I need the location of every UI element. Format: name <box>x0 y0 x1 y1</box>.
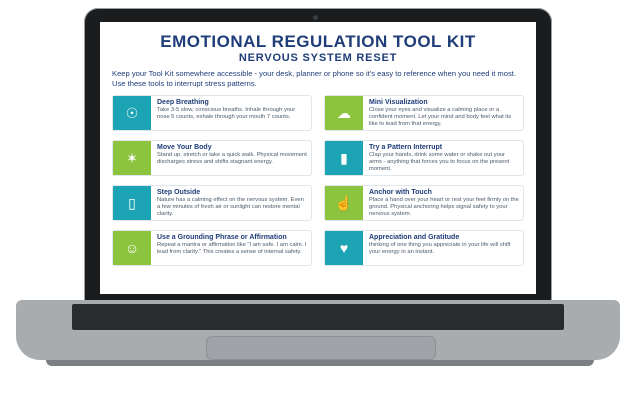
page-title: EMOTIONAL REGULATION TOOL KIT <box>160 32 476 51</box>
card-grounding-phrase <box>112 230 312 266</box>
card-body: Clap your hands, drink some water or shake out your arms - anything that forces you to focus on the present moment. <box>369 152 510 173</box>
card-move-your-body <box>112 140 312 176</box>
trackpad <box>206 336 436 360</box>
card-title: Mini Visualization <box>369 99 428 106</box>
card-title: Use a Grounding Phrase or Affirmation <box>157 234 287 241</box>
card-body: Close your eyes and visualize a calming place or a confident moment. Let your mind and body feel what its like to lead from that energy. <box>369 107 512 128</box>
card-body: Place a hand over your heart or rest your feet firmly on the ground. Physical anchoring helps signal safety to your nervous system. <box>369 197 519 218</box>
card-title: Step Outside <box>157 189 201 196</box>
card-body: Stand up, stretch or take a quick walk. Physical movement discharges stress and shifts stagnant energy. <box>157 152 307 166</box>
laptop-foot <box>46 360 594 366</box>
card-body: thinking of one thing you appreciate in your life will shift your energy in an instant. <box>369 242 511 256</box>
bottle-icon: ▮ <box>325 141 363 175</box>
card-anchor-with-touch <box>324 185 524 221</box>
keyboard <box>72 304 564 330</box>
card-title: Deep Breathing <box>157 99 209 106</box>
card-step-outside <box>112 185 312 221</box>
card-title: Anchor with Touch <box>369 189 432 196</box>
card-deep-breathing <box>112 95 312 131</box>
card-appreciation-gratitude <box>324 230 524 266</box>
hand-icon: ☝ <box>325 186 363 220</box>
card-mini-visualization <box>324 95 524 131</box>
page-subtitle: NERVOUS SYSTEM RESET <box>238 52 398 64</box>
card-body: Take 3-5 slow, conscious breaths. Inhale through your nose 5 counts, exhale through your mouth 7 counts. <box>157 107 296 121</box>
intro-text: Keep your Tool Kit somewhere accessible - your desk, planner or phone so it's easy to reference when you need it most. Use these tools to interrupt stress patterns. <box>112 69 516 88</box>
card-title: Try a Pattern Interrupt <box>369 144 443 151</box>
head-icon: ☺ <box>113 231 151 265</box>
laptop-screen <box>100 22 536 294</box>
brain-icon: ☁ <box>325 96 363 130</box>
stretch-icon: ✶ <box>113 141 151 175</box>
card-pattern-interrupt <box>324 140 524 176</box>
breath-icon: ☉ <box>113 96 151 130</box>
card-title: Appreciation and Gratitude <box>369 234 460 241</box>
door-icon: ▯ <box>113 186 151 220</box>
card-body: Nature has a calming effect on the nervous system. Even a few minutes of fresh air or sunlight can restore mental clarity. <box>157 197 304 218</box>
heart-hand-icon: ♥ <box>325 231 363 265</box>
card-body: Repeat a mantra or affirmation like "I am safe. I am calm. I lead from clarity." This creates a sense of internal safety. <box>157 242 307 256</box>
card-title: Move Your Body <box>157 144 212 151</box>
camera-dot <box>313 15 318 20</box>
